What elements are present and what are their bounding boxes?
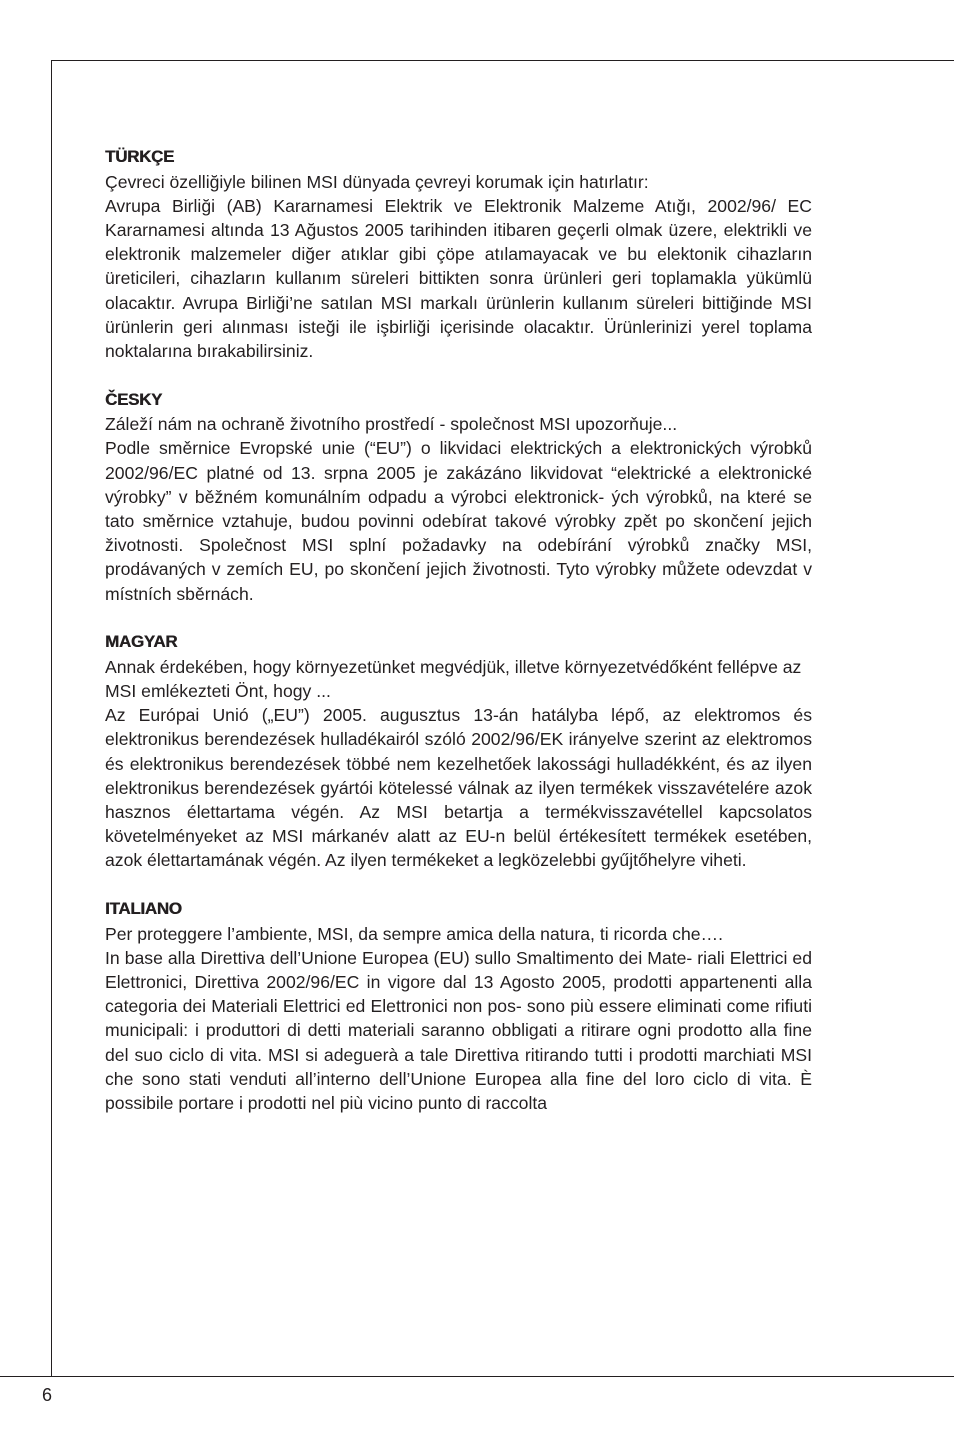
section-intro-italian: Per proteggere l’ambiente, MSI, da sempre amica della natura, ti ricorda che…. (105, 923, 724, 944)
page-frame-left-rule (51, 60, 52, 1376)
page-number: 6 (42, 1385, 53, 1405)
section-heading-hungarian: MAGYAR (105, 632, 178, 652)
page-content (105, 145, 812, 1140)
section-body-czech: Podle směrnice Evropské unie (“EU”) o likvidaci elektrických a elektronických výrobků 2002/96/EC platné od 13. srpna 2005 je zakázáno likvidovat “elektrické a elektronické výrobky” v běžném komunálním odpadu a výrobci elektronick- ých výrobků, na které se tato směrnice vztahuje, budou povinni odebírat takové výrobky zpět po skončení jejich životnosti. Společnost MSI splní požadavky na odebírání výrobků značky MSI, prodávaných v zemích EU, po skončení jejich životnosti. Tyto výrobky můžete odevzdat v místních sběrnách. (105, 438, 812, 604)
page-frame-bottom-rule (0, 1376, 954, 1377)
page-frame-top-rule (51, 60, 954, 61)
section-heading-turkish: TÜRKÇE (105, 147, 175, 166)
section-intro-czech: Záleží nám na ochraně životního prostředí - společnost MSI upozorňuje... (105, 414, 678, 435)
section-hungarian (105, 630, 812, 872)
section-heading-italian: ITALIANO (105, 899, 182, 919)
section-intro-turkish: Çevreci özelliğiyle bilinen MSI dünyada çevreyi korumak için hatırlatır: (105, 171, 649, 192)
section-body-turkish: Avrupa Birliği (AB) Kararnamesi Elektrik ve Elektronik Malzeme Atığı, 2002/96/ EC Kararnamesi altında 13 Ağustos 2005 tarihinden itibaren geçerli olmak üzere, elektrikli ve elektronik malzemeler diğer atıklar gibi çöpe atılamayacak ve bu elektonik cihazların üreticileri, cihazların kullanım süreleri bittikten sonra ürünleri geri toplamakla yükümlü olacaktır. Avrupa Birliği’ne satılan MSI markalı ürünlerin kullanım süreleri bittiğinde MSI ürünlerin geri alınması isteği ile işbirliği içerisinde olacaktır. Ürünlerinizi yerel toplama noktalarına bırakabilirsiniz. (105, 195, 812, 361)
section-italian (105, 897, 812, 1115)
section-czech (105, 388, 812, 606)
section-turkish (105, 145, 812, 363)
section-heading-czech: ČESKY (105, 389, 163, 409)
section-body-italian: In base alla Direttiva dell’Unione Europea (EU) sullo Smaltimento dei Mate- riali Elettrici ed Elettronici, Direttiva 2002/96/EC in vigore dal 13 Agosto 2005, prodotti appartenenti alla categoria dei Materiali Elettrici ed Elettronici non pos- sono più essere eliminati come rifiuti municipali: i produttori di detti materiali saranno obbligati a ritirare ogni prodotto alla fine del suo ciclo di vita. MSI si adeguerà a tale Direttiva ritirando tutti i prodotti marchiati MSI che sono stati venduti all’interno dell’Unione Europea alla fine del loro ciclo di vita. È possibile portare i prodotti nel più vicino punto di raccolta (105, 947, 812, 1113)
section-body-hungarian: Az Európai Unió („EU”) 2005. augusztus 13-án hatályba lépő, az elektromos és elektronikus berendezések hulladékairól szóló 2002/96/EK irányelve szerint az elektromos és elektronikus berendezések többé nem kezelhetőek lakossági hulladékként, és az ilyen elektronikus berendezések gyártói kötelessé válnak az ilyen termékek visszavételére azok hasznos élettartama végén. Az MSI betartja a termékvisszavétellel kapcsolatos követelményeket az MSI márkanév alatt az EU-n belül értékesített termékek esetében, azok élettartamának végén. Az ilyen termékeket a legközelebbi gyűjtőhelyre viheti. (105, 705, 812, 871)
section-intro-hungarian: Annak érdekében, hogy környezetünket megvédjük, illetve környezetvédőként fellépve az MSI emlékezteti Önt, hogy ... (105, 656, 802, 701)
